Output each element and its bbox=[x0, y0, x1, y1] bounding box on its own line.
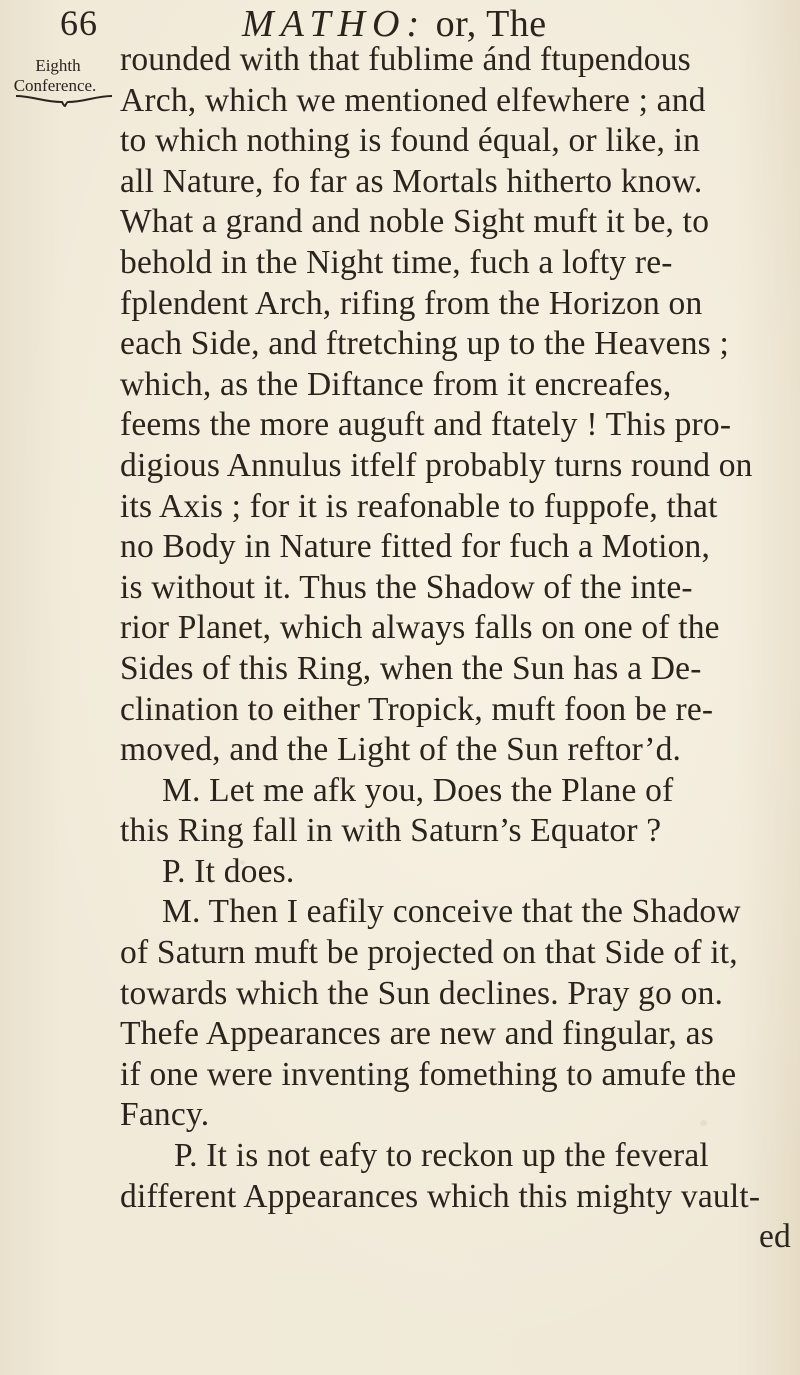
text-line: to which nothing is found équal, or like, in bbox=[120, 122, 701, 160]
text-line: moved, and the Light of the Sun reftor’d. bbox=[120, 731, 682, 769]
text-line: all Nature, fo far as Mortals hitherto know. bbox=[120, 162, 703, 200]
page-number: 66 bbox=[60, 3, 98, 43]
margin-note-line-1: Eighth bbox=[35, 56, 81, 75]
margin-brace-ornament bbox=[14, 92, 114, 108]
text-line: Thefe Appearances are new and fingular, as bbox=[120, 1015, 714, 1053]
dialogue-line: P. It is not eafy to reckon up the feveral bbox=[174, 1137, 709, 1175]
text-line: no Body in Nature fitted for fuch a Motion, bbox=[120, 528, 711, 566]
text-line: different Appearances which this mighty vault- bbox=[120, 1177, 761, 1215]
text-line: is without it. Thus the Shadow of the inte- bbox=[120, 568, 693, 606]
text-line: feems the more auguft and ftately ! This pro- bbox=[120, 406, 732, 444]
text-line: towards which the Sun declines. Pray go on. bbox=[120, 974, 724, 1012]
text-line: behold in the Night time, fuch a lofty re- bbox=[120, 243, 673, 281]
text-line: Arch, which we mentioned elfewhere ; and bbox=[120, 81, 706, 119]
text-line: if one were inventing fomething to amufe the bbox=[120, 1055, 737, 1093]
text-line: fplendent Arch, rifing from the Horizon on bbox=[120, 284, 703, 322]
catchword: ed bbox=[758, 1218, 791, 1256]
margin-note-line-2: Conference. bbox=[13, 76, 97, 95]
text-line: Sides of this Ring, when the Sun has a De- bbox=[120, 649, 702, 687]
text-line: What a grand and noble Sight muft it be, to bbox=[120, 203, 710, 241]
dialogue-line: P. It does. bbox=[162, 852, 295, 890]
text-line: which, as the Diftance from it encreafes, bbox=[120, 365, 672, 403]
dialogue-line: M. Let me afk you, Does the Plane of bbox=[162, 771, 674, 809]
text-line: rounded with that fublime ánd ftupendous bbox=[120, 41, 691, 78]
text-line: of Saturn muft be projected on that Side of it, bbox=[120, 934, 738, 972]
text-line: its Axis ; for it is reafonable to fuppofe, that bbox=[120, 487, 718, 525]
text-line: digious Annulus itfelf probably turns round on bbox=[120, 446, 753, 484]
running-head-subtitle: or, The bbox=[435, 3, 547, 45]
dialogue-line: M. Then I eafily conceive that the Shadow bbox=[162, 893, 741, 931]
body-text bbox=[120, 40, 795, 1258]
margin-note bbox=[10, 56, 106, 96]
text-line: rior Planet, which always falls on one of the bbox=[120, 609, 720, 647]
text-line: Fancy. bbox=[120, 1096, 210, 1134]
text-line: each Side, and ftretching up to the Heavens ; bbox=[120, 325, 730, 363]
text-line: this Ring fall in with Saturn’s Equator ? bbox=[120, 812, 662, 850]
text-line: clination to either Tropick, muft foon be re- bbox=[120, 690, 714, 728]
running-head-title: MATHO: bbox=[242, 3, 427, 45]
